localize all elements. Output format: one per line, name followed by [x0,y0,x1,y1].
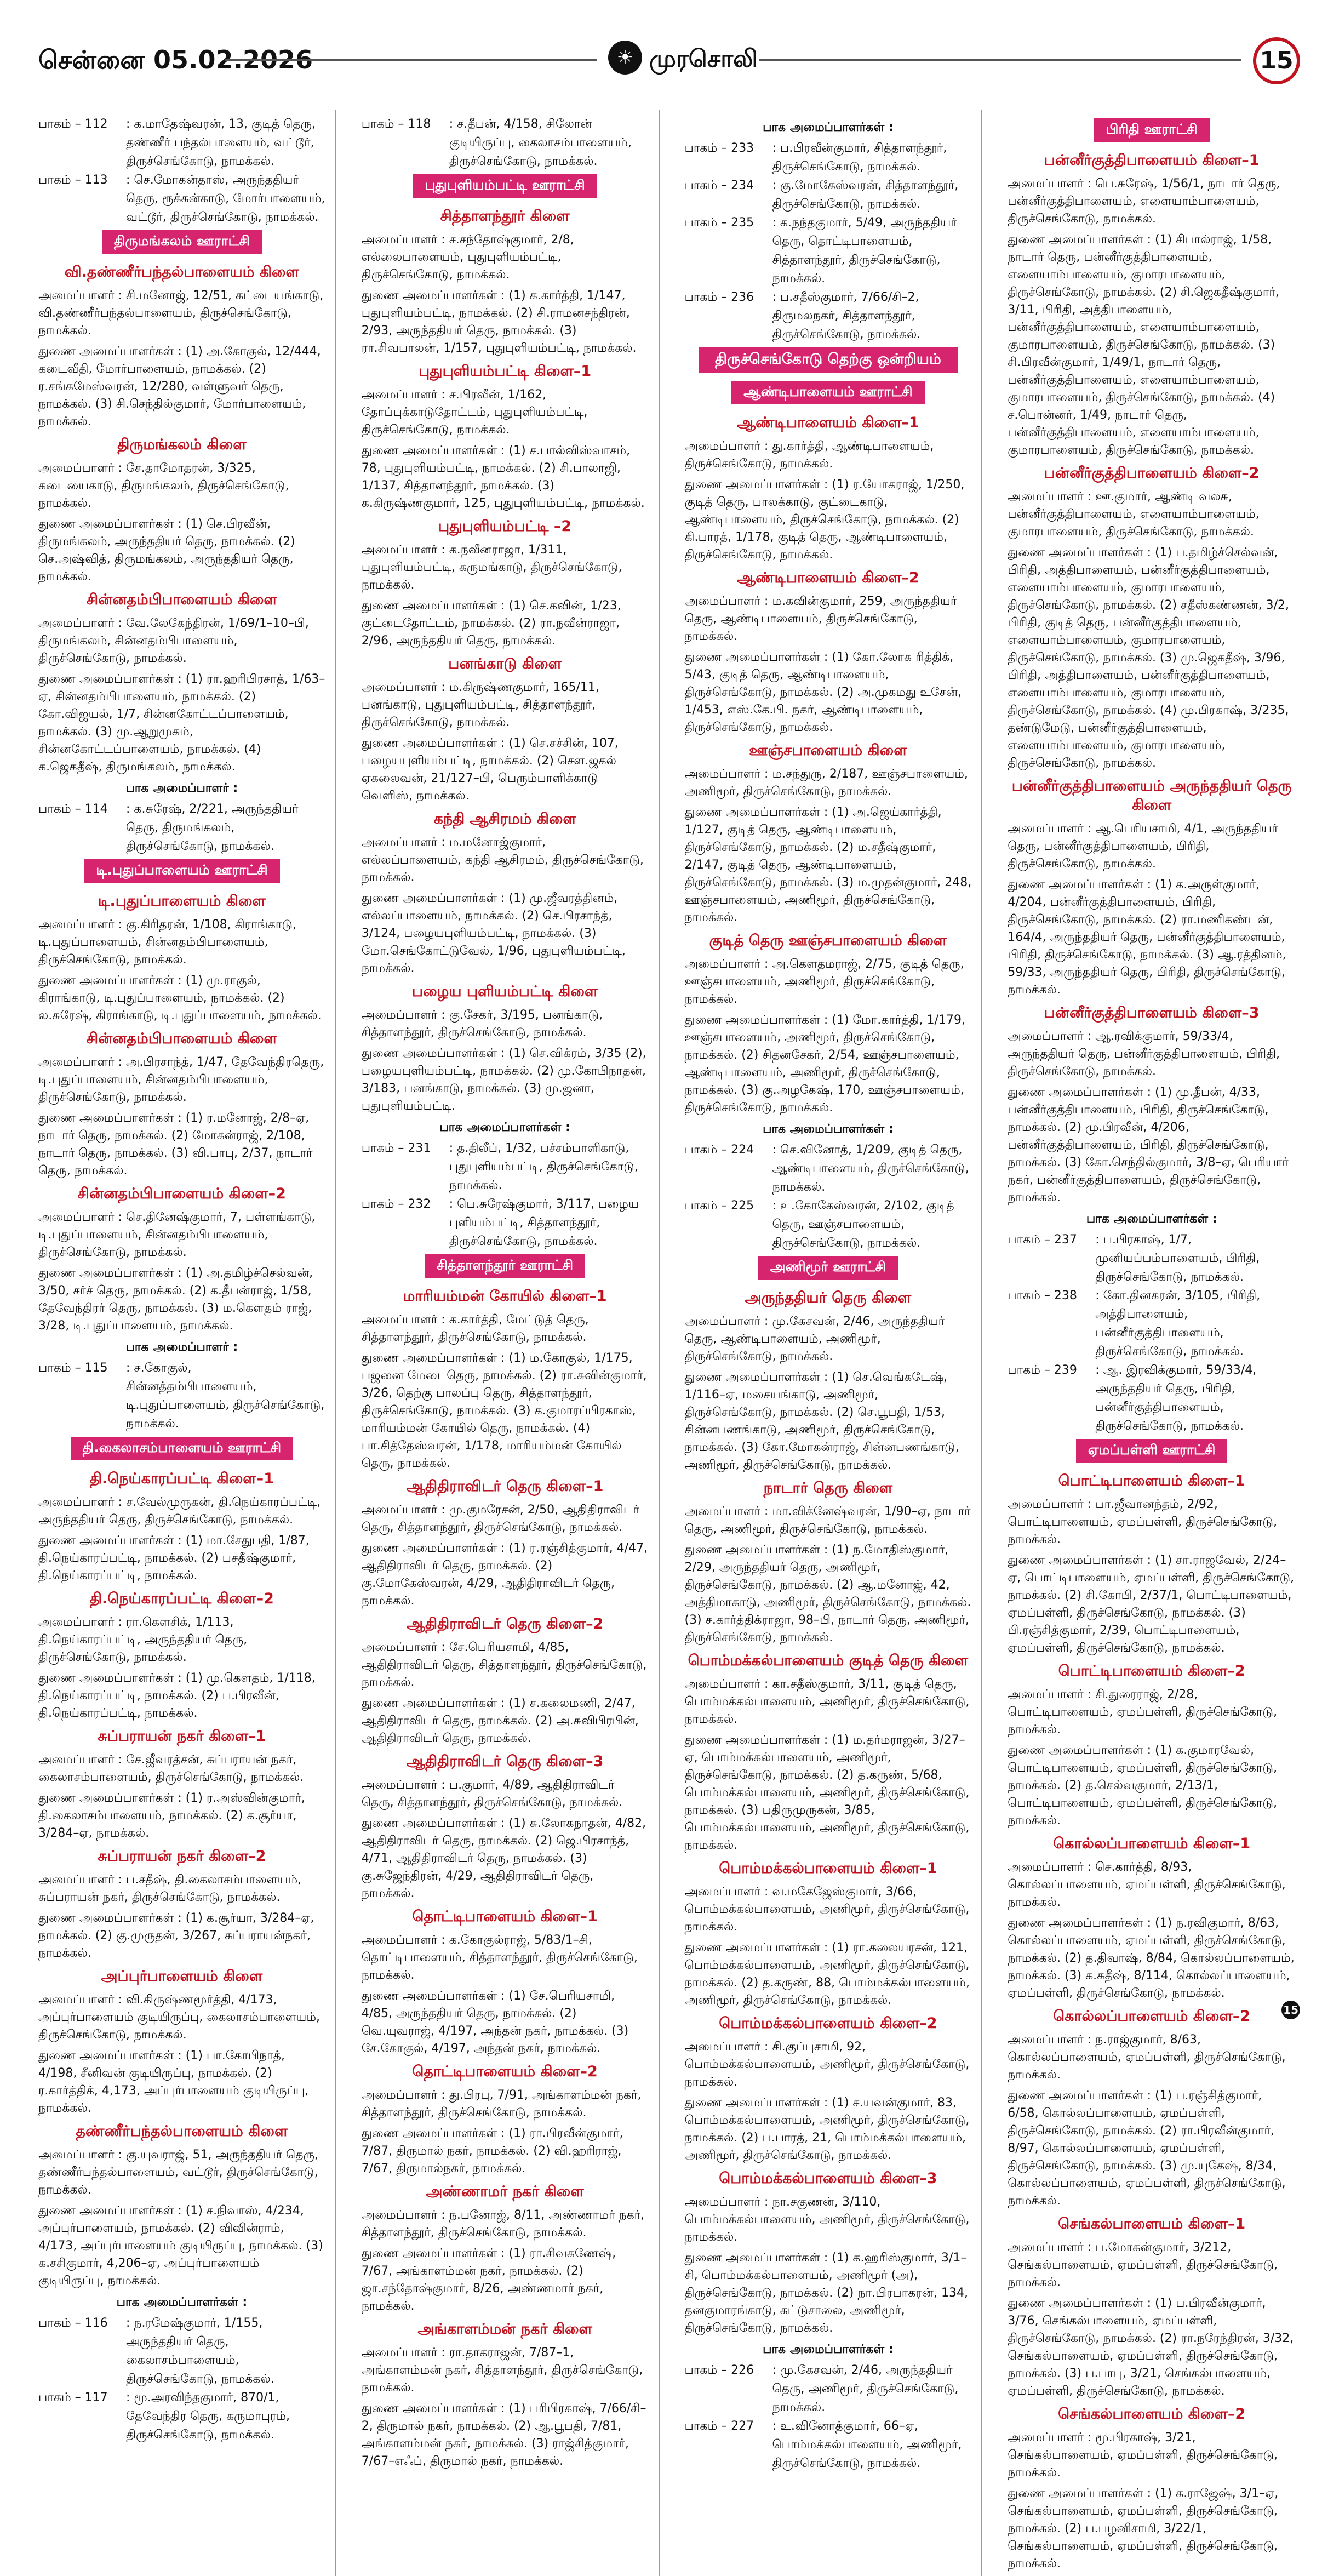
branch-heading: கொல்லப்பாளையம் கிளை–2 [1053,2008,1251,2025]
deputy-organizers: துணை அமைப்பாளர்கள் : (1) பா.கோபிநாத், 4/198, சீனிவன் குடியிருப்பு, நாமக்கல். (2) ர.கார்த்திக், 4,173, அப்புர்பாளையம் குடியிருப்பு, நாமக்கல். [38,2049,309,2115]
branch-heading: திருமங்கலம் கிளை [117,436,247,453]
branch-heading: தண்ணீர்பந்தல்பாளையம் கிளை [76,2123,288,2140]
deputy-organizers: துணை அமைப்பாளர்கள் : (1) ம.கோகுல், 1/175, பஜனை மேடைதெரு, நாமக்கல். (2) ரா.சுவின்குமார், 3/26, தெற்கு பாலப்பு தெரு, சித்தாளந்தூர், திருச்செங்கோடு, நாமக்கல். (3) க.குமாரப்பிரகாஸ், மாரியம்மன் கோயில் தெரு, நாமக்கல். (4) பா.சித்தேஸ்வரன், 1/178, மாரியம்மன் கோயில் தெரு, நாமக்கல். [361,1351,647,1470]
panchayat-band: அணிமூர் ஊராட்சி [758,1256,898,1280]
organizer: அமைப்பாளர் : க.நவீனராஜா, 1/311, புதுபுளியம்பட்டி, கருமங்காடு, திருச்செங்கோடு, நாமக்கல். [361,543,622,592]
masthead [16,33,1306,88]
deputy-organizers: துணை அமைப்பாளர்கள் : (1) அ.தமிழ்ச்செல்வன், 3/50, சர்ச் தெரு, நாமக்கல். (2) க.தீபன்ராஜ், 1/58, தேவேந்திரர் தெரு, நாமக்கல். (3) ம.கௌதம் ராஜ், 3/28, டி.புதுப்பாளையம், நாமக்கல். [38,1266,313,1333]
masthead-rule-left [225,59,597,61]
branch-heading: பன்னீர்குத்திபாளையம் அருந்ததியர் தெரு கிளை [1011,778,1292,814]
organizer: அமைப்பாளர் : சி.துரைராஜ், 2/28, பொட்டிபாளையம், ஏமப்பள்ளி, திருச்செங்கோடு, நாமக்கல். [1008,1688,1278,1737]
deputy-organizers: துணை அமைப்பாளர்கள் : (1) க.குமாரவேல், பொட்டிபாளையம், ஏமப்பள்ளி, திருச்செங்கோடு, நாமக்கல். (2) த.செல்வகுமார், 2/13/1, பொட்டிபாளையம், ஏமப்பள்ளி, திருச்செங்கோடு, நாமக்கல். [1008,1744,1278,1827]
deputy-organizers: துணை அமைப்பாளர்கள் : (1) ரா.சிவகணேஷ், 7/67, அங்காளம்மன் நகர், நாமக்கல். (2) ஜா.சந்தோஷ்குமார், 8/26, அண்ணமார் நகர், நாமக்கல். [361,2247,616,2313]
deputy-organizers: துணை அமைப்பாளர்கள் : (1) செ.கவின், 1/23, குட்டைதோட்டம், நாமக்கல். (2) ரா.நவீன்ராஜா, 2/96, அருந்ததியர் தெரு, நாமக்கல். [361,599,621,648]
branch-heading: பொட்டிபாளையம் கிளை–1 [1058,1472,1245,1489]
branch-heading: ஆண்டிபாளையம் கிளை–2 [737,569,919,586]
organizer: அமைப்பாளர் : பா.ஜீவானந்தம், 2/92, பொட்டிபாளையம், ஏமப்பள்ளி, திருச்செங்கோடு, நாமக்கல். [1008,1498,1278,1546]
bagam-entry: பாகம் – 233 : ப.பிரவீன்குமார், சித்தாளந்தூர், திருச்செங்கோடு, நாமக்கல். [684,141,947,174]
panchayat-band: திருமங்கலம் ஊராட்சி [102,230,262,254]
deputy-organizers: துணை அமைப்பாளர்கள் : (1) ர.அஸ்வின்குமார், தி.கைலாசம்பாளையம், நாமக்கல். (2) க.சூர்யா, 3/284–ஏ, நாமக்கல். [38,1791,305,1840]
organizer: அமைப்பாளர் : ம.கவின்குமார், 259, அருந்ததியர் தெரு, ஆண்டிபாளையம், திருச்செங்கோடு, நாமக்கல். [684,595,957,643]
organizer: அமைப்பாளர் : ஊ.குமார், ஆண்டி வலசு, பன்னீர்குத்திபாளையம், எளையாம்பாளையம், குமாரபாளையம், திருச்செங்கோடு, நாமக்கல். [1008,490,1260,539]
bagam-entry: பாகம் – 237 : ப.பிரகாஷ், 1/7, முனியப்பம்பாளையம், பிரிதி, திருச்செங்கோடு, நாமக்கல். [1008,1233,1260,1284]
branch-heading: மாரியம்மன் கோயில் கிளை–1 [403,1288,607,1305]
bagam-entry: பாகம் – 239 : ஆ. இரவிக்குமார், 59/33/4, அருந்ததியர் தெரு, பிரிதி, பன்னீர்குத்திபாளையம், திருச்செங்கோடு, நாமக்கல். [1008,1363,1257,1433]
organizer: அமைப்பாளர் : சே.தாமோதரன், 3/325, கடையைகாடு, திருமங்கலம், திருச்செங்கோடு, நாமக்கல். [38,461,289,510]
article-columns [16,110,1306,2571]
organizer: அமைப்பாளர் : செ.தினேஷ்குமார், 7, பள்ளங்காடு, டி.புதுப்பாளையம், சின்னதம்பிபாளையம், திருச்செங்கோடு, நாமக்கல். [38,1210,316,1259]
column-4 [986,110,1306,2576]
bagam-entry: பாகம் – 231 : த.திலீப், 1/32, பச்சம்பாளிகாடு, புதுபுளியம்பட்டி, திருச்செங்கோடு, நாமக்கல். [361,1141,638,1192]
section-label: பாக அமைப்பாளர் : [125,781,238,795]
branch-heading: பழைய புளியம்பட்டி கிளை [412,983,598,1000]
branch-heading: பொம்மக்கல்பாளையம் கிளை–1 [719,1860,937,1877]
panchayat-band: புதுபுளியம்பட்டி ஊராட்சி [413,174,597,198]
deputy-organizers: துணை அமைப்பாளர்கள் : (1) ரா.பிரவீன்குமார், 7/87, திருமால் நகர், நாமக்கல். (2) வி.ஹரிராஜ், 7/67, திருமால்நகர், நாமக்கல். [361,2127,623,2175]
organizer: அமைப்பாளர் : வ.மகேஜேஸ்குமார், 3/66, பொம்மக்கல்பாளையம், அணிமூர், திருச்செங்கோடு, நாமக்கல். [684,1885,970,1934]
panchayat-band: பிரிதி ஊராட்சி [1094,118,1210,142]
bagam-entry: பாகம் – 238 : கோ.தினகரன், 3/105, பிரிதி, அத்திபாளையம், பன்னீர்குத்திபாளையம், திருச்செங்கோடு, நாமக்கல். [1008,1289,1261,1358]
organizer: அமைப்பாளர் : ம.சந்துரு, 2/187, ஊஞ்சபாளையம், அணிமூர், திருச்செங்கோடு, நாமக்கல். [684,767,968,798]
branch-heading: பொம்மக்கல்பாளையம் கிளை–2 [719,2015,937,2032]
organizer: அமைப்பாளர் : மு.குமரேசன், 2/50, ஆதிதிராவிடர் தெரு, சித்தாளந்தூர், திருச்செங்கோடு, நாமக்கல். [361,1503,639,1534]
panchayat-band: சித்தாளந்தூர் ஊராட்சி [425,1254,585,1278]
organizer: அமைப்பாளர் : ச.சந்தோஷ்குமார், 2/8, எல்லைபாளையம், புதுபுளியம்பட்டி, திருச்செங்கோடு, நாமக்கல். [361,233,574,282]
page-number-badge: 15 [1253,37,1300,84]
rising-sun-icon: ☀ [608,41,642,75]
section-label: பாக அமைப்பாளர்கள் : [439,1121,570,1134]
branch-heading: அருந்ததியர் தெரு கிளை [745,1289,912,1306]
branch-heading: ஆண்டிபாளையம் கிளை–1 [737,414,919,431]
organizer: அமைப்பாளர் : ரா.தாகராஜன், 7/87–1, அங்காளம்மன் நகர், சித்தாளந்தூர், திருச்செங்கோடு, நாமக்கல். [361,2346,643,2395]
section-label: பாக அமைப்பாளர்கள் : [116,2295,248,2309]
organizer: அமைப்பாளர் : து.கார்த்தி, ஆண்டிபாளையம், திருச்செங்கோடு, நாமக்கல். [684,439,934,471]
panchayat-band: டி.புதுப்பாளையம் ஊராட்சி [84,859,279,883]
deputy-organizers: துணை அமைப்பாளர்கள் : (1) ப.தமிழ்ச்செல்வன், பிரிதி, அத்திபாளையம், பன்னீர்குத்திபாளையம், எளையாம்பாளையம், குமாரபாளையம், திருச்செங்கோடு, நாமக்கல். (2) சதீஸ்கண்ணன், 3/2, பிரிதி, குடித் தெரு, பன்னீர்குத்திபாளையம், எளையாம்பாளையம், குமாரபாளையம், திருச்செங்கோடு, நாமக்கல். (3) மு.ஜெகதீஷ், 3/96, பிரிதி, அத்திபாளையம், பன்னீர்குத்திபாளையம், எளையாம்பாளையம், குமாரபாளையம், திருச்செங்கோடு, நாமக்கல். (4) மு.பிரகாஷ், 3/235, தண்டுமேடு, பன்னீர்குத்திபாளையம், எளையாம்பாளையம், குமாரபாளையம், திருச்செங்கோடு, நாமக்கல். [1008,546,1290,770]
organizer: அமைப்பாளர் : ச.வேல்முருகன், தி.நெய்காரப்பட்டி, அருந்ததியர் தெரு, திருச்செங்கோடு, நாமக்கல். [38,1495,321,1527]
deputy-organizers: துணை அமைப்பாளர்கள் : (1) க.கார்த்தி, 1/147, புதுபுளியம்பட்டி, நாமக்கல். (2) சி.ராமனசந்திரன், 2/93, அருந்ததியர் தெரு, நாமக்கல். (3) ரா.சிவபாலன், 1/157, புதுபுளியம்பட்டி, நாமக்கல். [361,289,637,355]
organizer: அமைப்பாளர் : கு.யுவராஜ், 51, அருந்ததியர் தெரு, தண்ணீர்பந்தல்பாளையம், வட்டூர், திருச்செங்கோடு, நாமக்கல். [38,2148,318,2197]
deputy-organizers: துணை அமைப்பாளர்கள் : (1) ப.ரஞ்சித்குமார், 6/58, கொல்லப்பாளையம், ஏமப்பள்ளி, திருச்செங்கோடு, நாமக்கல். (2) ரா.பிரவீன்குமார், 8/97, கொல்லப்பாளையம், ஏமப்பள்ளி, திருச்செங்கோடு, நாமக்கல். (3) மு.யுகேஷ், 8/34, கொல்லப்பாளையம், ஏமப்பள்ளி, திருச்செங்கோடு, நாமக்கல். [1008,2089,1286,2208]
organizer: அமைப்பாளர் : நா.சகுணன், 3/110, பொம்மக்கல்பாளையம், அணிமூர், திருச்செங்கோடு, நாமக்கல். [684,2195,970,2244]
deputy-organizers: துணை அமைப்பாளர்கள் : (1) க.ஹரிஸ்குமார், 3/1–சி, பொம்மக்கல்பாளையம், அணிமூர் (அ), திருச்செங்கோடு, நாமக்கல். (2) நா.பிரபாகரன், 134, தனகுமாரங்காடு, கட்டுசாலை, அணிமூர், திருச்செங்கோடு, நாமக்கல். [684,2251,968,2335]
deputy-organizers: துணை அமைப்பாளர்கள் : (1) செ.பிரவீன், திருமங்கலம், அருந்ததியர் தெரு, நாமக்கல். (2) செ.அஷ்வித், திருமங்கலம், அருந்ததியர் தெரு, நாமக்கல். [38,517,295,584]
organizer: அமைப்பாளர் : ஆ.பெரியசாமி, 4/1, அருந்ததியர் தெரு, பன்னீர்குத்திபாளையம், பிரிதி, திருச்செங்கோடு, நாமக்கல். [1008,822,1278,871]
bagam-entry: பாகம் – 112 : க.மாதேஷ்வரன், 13, குடித் தெரு, தண்ணீர் பந்தல்பாளையம், வட்டூர், திருச்செங்கோடு, நாமக்கல். [38,117,316,168]
deputy-organizers: துணை அமைப்பாளர்கள் : (1) கோ.லோக ரித்திக், 5/43, குடித் தெரு, ஆண்டிபாளையம், திருச்செங்கோடு, நாமக்கல். (2) அ.முகமது உசேன், 1/453, எஸ்.கே.பி. நகர், ஆண்டிபாளையம், திருச்செங்கோடு, நாமக்கல். [684,650,962,734]
organizer: அமைப்பாளர் : மு.கேசவன், 2/46, அருந்ததியர் தெரு, ஆண்டிபாளையம், அணிமூர், திருச்செங்கோடு, நாமக்கல். [684,1315,945,1363]
deputy-organizers: துணை அமைப்பாளர்கள் : (1) க.ராஜேஷ், 3/1–ஏ, செங்கல்பாளையம், ஏமப்பள்ளி, திருச்செங்கோடு, நாமக்கல். (2) ப.பழனிசாமி, 3/22/1, செங்கல்பாளையம், ஏமப்பள்ளி, திருச்செங்கோடு, நாமக்கல். [1008,2487,1279,2571]
organizer: அமைப்பாளர் : ந.ராஜ்குமார், 8/63, கொல்லப்பாளையம், ஏமப்பள்ளி, திருச்செங்கோடு, நாமக்கல். [1008,2033,1286,2082]
organizer: அமைப்பாளர் : வி.கிருஷ்ணமூர்த்தி, 4/173, அப்புர்பாளையம் குடியிருப்பு, கைலாசம்பாளையம், திருச்செங்கோடு, நாமக்கல். [38,1993,321,2042]
bagam-entry: பாகம் – 113 : செ.மோகன்தாஸ், அருந்ததியர் தெரு, ரூக்கன்காடு, மோர்பாளையம், வட்டூர், திருச்செங்கோடு, நாமக்கல். [38,173,325,224]
bagam-entry: பாகம் – 234 : கு.மோகேஸ்வரன், சித்தாளந்தூர், திருச்செங்கோடு, நாமக்கல். [684,179,959,211]
branch-heading: சுப்பராயன் நகர் கிளை–2 [98,1848,266,1865]
section-label: பாக அமைப்பாளர்கள் : [763,2343,894,2356]
branch-heading: அங்காளம்மன் நகர் கிளை [417,2321,592,2338]
branch-heading: கந்தி ஆசிரமம் கிளை [433,810,576,827]
deputy-organizers: துணை அமைப்பாளர்கள் : (1) மு.கௌதம், 1/118, தி.நெய்காரப்பட்டி, நாமக்கல். (2) ப.பிரவீன், தி.நெய்காரப்பட்டி, நாமக்கல். [38,1671,316,1720]
organizer: அமைப்பாளர் : கு.சேகர், 3/195, பனங்காடு, சித்தாளந்தூர், திருச்செங்கோடு, நாமக்கல். [361,1008,603,1039]
section-label: பாக அமைப்பாளர்கள் : [763,121,894,134]
deputy-organizers: துணை அமைப்பாளர்கள் : (1) ச.யவன்குமார், 83, பொம்மக்கல்பாளையம், அணிமூர், திருச்செங்கோடு, நாமக்கல். (2) ப.பாரத், 21, பொம்மக்கல்பாளையம், அணிமூர், திருச்செங்கோடு, நாமக்கல். [684,2096,970,2162]
organizer: அமைப்பாளர் : க.கோகுல்ராஜ், 5/83/1–சி, தொட்டிபாளையம், சித்தாளந்தூர், திருச்செங்கோடு, நாமக்கல். [361,1933,638,1982]
deputy-organizers: துணை அமைப்பாளர்கள் : (1) ர.மனோஜ், 2/8–ஏ, நாடார் தெரு, நாமக்கல். (2) மோகன்ராஜ், 2/108, நாடார் தெரு, நாமக்கல். (3) வி.பாபு, 2/37, நாடார் தெரு, நாமக்கல். [38,1111,313,1178]
branch-heading: பொட்டிபாளையம் கிளை–2 [1058,1663,1245,1680]
organizer: அமைப்பாளர் : சே.ஜீவரத்சன், சுப்பராயன் நகர், கைலாசம்பாளையம், திருச்செங்கோடு, நாமக்கல். [38,1753,304,1784]
panchayat-band: ஆண்டிபாளையம் ஊராட்சி [731,381,924,404]
organizer: அமைப்பாளர் : ஆ.ரவிக்குமார், 59/33/4, அருந்ததியர் தெரு, பன்னீர்குத்திபாளையம், பிரிதி, திருச்செங்கோடு, நாமக்கல். [1008,1030,1280,1078]
column-1 [16,110,336,2576]
branch-heading: ஊஞ்சபாளையம் கிளை [749,742,907,759]
branch-heading: தி.நெய்காரப்பட்டி கிளை–1 [89,1470,274,1487]
branch-heading: பொம்மக்கல்பாளையம் கிளை–3 [719,2170,937,2187]
organizer: அமைப்பாளர் : ப.மோகன்குமார், 3/212, செங்கல்பாளையம், ஏமப்பள்ளி, திருச்செங்கோடு, நாமக்கல். [1008,2241,1278,2289]
deputy-organizers: துணை அமைப்பாளர்கள் : (1) ம.தர்மராஜன், 3/27–ஏ, பொம்மக்கல்பாளையம், அணிமூர், திருச்செங்கோடு, நாமக்கல். (2) த.கருண், 5/68, பொம்மக்கல்பாளையம், அணிமூர், திருச்செங்கோடு, நாமக்கல். (3) பதிருமுருகன், 3/85, பொம்மக்கல்பாளையம், அணிமூர், திருச்செங்கோடு, நாமக்கல். [684,1733,970,1852]
branch-heading: சின்னதம்பிபாளையம் கிளை–2 [77,1185,286,1202]
branch-heading: தொட்டிபாளையம் கிளை–1 [412,1908,598,1925]
bagam-entry: பாகம் – 232 : பெ.சுரேஷ்குமார், 3/117, பழைய புளியம்பட்டி, சித்தாளந்தூர், திருச்செங்கோடு, நாமக்கல். [361,1197,639,1248]
deputy-organizers: துணை அமைப்பாளர்கள் : (1) செ.சச்சின், 107, பழையபுளியம்பட்டி, நாமக்கல். (2) சௌ.ஜகல் ஏகலைவன், 21/127–பி, பெரும்பாளிக்காடு வெளிஸ், நாமக்கல். [361,736,619,803]
branch-heading: சின்னதம்பிபாளையம் கிளை [86,1030,277,1047]
branch-heading: செங்கல்பாளையம் கிளை–1 [1058,2215,1246,2232]
organizer: அமைப்பாளர் : செ.கார்த்தி, 8/93, கொல்லப்பாளையம், ஏமப்பள்ளி, திருச்செங்கோடு, நாமக்கல். [1008,1860,1286,1909]
branch-heading: பன்னீர்குத்திபாளையம் கிளை–2 [1044,465,1260,482]
branch-heading: பன்னீர்குத்திபாளையம் கிளை–1 [1044,152,1260,169]
organizer: அமைப்பாளர் : ம.மனோஜ்குமார், எல்லப்பாளையம், கந்தி ஆசிரமம், திருச்செங்கோடு, நாமக்கல். [361,836,644,884]
branch-heading: தொட்டிபாளையம் கிளை–2 [412,2063,598,2080]
branch-heading: சுப்பராயன் நகர் கிளை–1 [98,1728,266,1745]
bagam-entry: பாகம் – 227 : உ.வினோத்குமார், 66–ஏ, பொம்மக்கல்பாளையம், அணிமூர், திருச்செங்கோடு, நாமக்கல். [684,2419,962,2470]
deputy-organizers: துணை அமைப்பாளர்கள் : (1) மு.ஜீவரத்தினம், எல்லப்பாளையம், நாமக்கல். (2) செ.பிரசாந்த், 3/124, பழையபுளியம்பட்டி, நாமக்கல். (3) மோ.செங்கோட்டுவேல், 1/96, புதுபுளியம்பட்டி, நாமக்கல். [361,892,626,975]
branch-heading: வி.தண்ணீர்பந்தல்பாளையம் கிளை [64,264,299,281]
deputy-organizers: துணை அமைப்பாளர்கள் : (1) பரிபிரகாஷ், 7/66/சி–2, திருமால் நகர், நாமக்கல். (2) ஆ.பூபதி, 7/81, அங்காளம்மன் நகர், நாமக்கல். (3) ராஜ்சித்குமார், 7/67–எஃப், திருமால் நகர், நாமக்கல். [361,2402,646,2468]
deputy-organizers: துணை அமைப்பாளர்கள் : (1) மா.சேதுபதி, 1/87, தி.நெய்காரப்பட்டி, நாமக்கல். (2) பசதீஷ்குமார், தி.நெய்காரப்பட்டி, நாமக்கல். [38,1534,310,1583]
bagam-entry: பாகம் – 114 : க.சுரேஷ், 2/221, அருந்ததியர் தெரு, திருமங்கலம், திருச்செங்கோடு, நாமக்கல். [38,802,299,853]
section-label: பாக அமைப்பாளர்கள் : [1086,1212,1217,1226]
section-label: பாக அமைப்பாளர்கள் : [763,1122,894,1136]
deputy-organizers: துணை அமைப்பாளர்கள் : (1) சே.பெரியசாமி, 4/85, அருந்ததியர் தெரு, நாமக்கல். (2) வெ.யுவராஜ், 4/197, அந்தன் நகர், நாமக்கல். (3) சே.கோகுல், 4/197, அந்தன் நகர், நாமக்கல். [361,1989,629,2055]
branch-heading: சின்னதம்பிபாளையம் கிளை [86,591,277,608]
deputy-organizers: துணை அமைப்பாளர்கள் : (1) ச.நிவாஸ், 4/234, அப்புர்பாளையம், நாமக்கல். (2) விவின்ராம், 4/173, அப்புர்பாளையம் குடியிருப்பு, நாமக்கல். (3) க.சசிகுமார், 4,206–ஏ, அப்புர்பாளையம் குடியிருப்பு, நாமக்கல். [38,2204,323,2288]
branch-heading: சித்தாளந்தூர் கிளை [440,208,570,225]
bagam-entry: பாகம் – 224 : செ.வினோத், 1/209, குடித் தெரு, ஆண்டிபாளையம், திருச்செங்கோடு, நாமக்கல். [684,1143,969,1194]
bagam-entry: பாகம் – 115 : ச.கோகுல், சின்னத்தம்பிபாளையம், டி.புதுப்பாளையம், திருச்செங்கோடு, நாமக்கல். [38,1361,325,1431]
deputy-organizers: துணை அமைப்பாளர்கள் : (1) க.சூர்யா, 3/284–ஏ, நாமக்கல். (2) கு.முருதன், 3/267, சுப்பராயன்நகர், நாமக்கல். [38,1911,314,1960]
organizer: அமைப்பாளர் : அ.கௌதமராஜ், 2/75, குடித் தெரு, ஊஞ்சபாளையம், அணிமூர், திருச்செங்கோடு, நாமக்கல். [684,957,964,1006]
panchayat-band: ஏமப்பள்ளி ஊராட்சி [1076,1439,1228,1463]
deputy-organizers: துணை அமைப்பாளர்கள் : (1) ரா.ஹரிபிரசாத், 1/63–ஏ, சின்னதம்பிபாளையம், நாமக்கல். (2) கோ.விஜயல், 1/7, சின்னகோட்டப்பாளையம், நாமக்கல். (3) மு.ஆறுமுகம், சின்னகோட்டப்பாளையம், நாமக்கல். (4) க.ஜெகதீஷ், திருமங்கலம், நாமக்கல். [38,672,325,774]
deputy-organizers: துணை அமைப்பாளர்கள் : (1) சா.ராஜவேல், 2/24–ஏ, பொட்டிபாளையம், ஏமப்பள்ளி, திருச்செங்கோடு, நாமக்கல். (2) சி.கோபி, 2/37/1, பொட்டிபாளையம், ஏமப்பள்ளி, திருச்செங்கோடு, நாமக்கல். (3) பி.ரஞ்சித்குமார், 2/39, பொட்டிபாளையம், ஏமப்பள்ளி, திருச்செங்கோடு, நாமக்கல். [1008,1553,1295,1655]
deputy-organizers: துணை அமைப்பாளர்கள் : (1) ர.யோகராஜ், 1/250, குடித் தெரு, பாலக்காடு, குட்டைகாடு, ஆண்டிபாளையம், திருச்செங்கோடு, நாமக்கல். (2) கி.பாரத், 1/178, குடித் தெரு, ஆண்டிபாளையம், திருச்செங்கோடு, நாமக்கல். [684,478,965,562]
panchayat-band: தி.கைலாசம்பாளையம் ஊராட்சி [71,1437,293,1460]
bagam-entry: பாகம் – 226 : மு.கேசவன், 2/46, அருந்ததியர் தெரு, அணிமூர், திருச்செங்கோடு, நாமக்கல். [684,2363,959,2414]
deputy-organizers: துணை அமைப்பாளர்கள் : (1) ர.ரஞ்சித்குமார், 4/47, ஆதிதிராவிடர் தெரு, நாமக்கல். (2) கு.மோகேஸ்வரன், 4/29, ஆதிதிராவிடர் தெரு, நாமக்கல். [361,1541,648,1608]
deputy-organizers: துணை அமைப்பாளர்கள் : (1) மு.ராகுல், கிராங்காடு, டி.புதுப்பாளையம், நாமக்கல். (2) ல.சுரேஷ், கிராங்காடு, டி.புதுப்பாளையம், நாமக்கல். [38,974,322,1023]
bagam-entry: பாகம் – 225 : உ.கோகேஸ்வரன், 2/102, குடித் தெரு, ஊஞ்சபாளையம், திருச்செங்கோடு, நாமக்கல். [684,1199,954,1250]
branch-heading: நாடார் தெரு கிளை [763,1480,893,1497]
deputy-organizers: துணை அமைப்பாளர்கள் : (1) ரா.கலையரசன், 121, பொம்மக்கல்பாளையம், அணிமூர், திருச்செங்கோடு, நாமக்கல். (2) த.கருண், 88, பொம்மக்கல்பாளையம், அணிமூர், திருச்செங்கோடு, நாமக்கல். [684,1941,970,2007]
deputy-organizers: துணை அமைப்பாளர்கள் : (1) மு.தீபன், 4/33, பன்னீர்குத்திபாளையம், பிரிதி, திருச்செங்கோடு, நாமக்கல். (2) மு.பிரவீன், 4/206, பன்னீர்குத்திபாளையம், பிரிதி, திருச்செங்கோடு, நாமக்கல். (3) கோ.செந்தில்குமார், 3/8–ஏ, பெரியார் நகர், பன்னீர்குத்திபாளையம், திருச்செங்கோடு, நாமக்கல். [1008,1086,1289,1204]
union-band: திருச்செங்கோடு தெற்கு ஒன்றியம் [699,347,958,373]
branch-heading: செங்கல்பாளையம் கிளை–2 [1058,2406,1246,2423]
branch-heading: குடித் தெரு ஊஞ்சபாளையம் கிளை [709,932,947,949]
organizer: அமைப்பாளர் : கா.சதீஸ்குமார், 3/11, குடித் தெரு, பொம்மக்கல்பாளையம், அணிமூர், திருச்செங்கோடு, நாமக்கல். [684,1677,970,1726]
organizer: அமைப்பாளர் : ரா.கௌசிக், 1/113, தி.நெய்காரப்பட்டி, அருந்ததியர் தெரு, திருச்செங்கோடு, நாமக்கல். [38,1615,248,1664]
branch-heading: அப்புர்பாளையம் கிளை [101,1968,263,1985]
organizer: அமைப்பாளர் : ச.பிரவீன், 1/162, தோப்புக்காடுதோட்டம், புதுபுளியம்பட்டி, திருச்செங்கோடு, நாமக்கல். [361,388,588,437]
branch-heading: ஆதிதிராவிடர் தெரு கிளை–3 [406,1753,604,1770]
deputy-organizers: துணை அமைப்பாளர்கள் : (1) ச.கலைமணி, 2/47, ஆதிதிராவிடர் தெரு, நாமக்கல். (2) அ.சுவிபிரபின், ஆதிதிராவிடர் தெரு, நாமக்கல். [361,1697,639,1745]
organizer: அமைப்பாளர் : பெ.சுரேஷ், 1/56/1, நாடார் தெரு, பன்னீர்குத்திபாளையம், எளையாம்பாளையம், திருச்செங்கோடு, நாமக்கல். [1008,177,1280,226]
organizer: அமைப்பாளர் : மூ.பிரகாஷ், 3/21, செங்கல்பாளையம், ஏமப்பள்ளி, திருச்செங்கோடு, நாமக்கல். [1008,2431,1278,2480]
newspaper-name: முரசொலி [649,45,758,73]
organizer: அமைப்பாளர் : து.பிரபு, 7/91, அங்காளம்மன் நகர், சித்தாளந்தூர், திருச்செங்கோடு, நாமக்கல். [361,2088,642,2120]
branch-heading: ஆதிதிராவிடர் தெரு கிளை–2 [406,1615,604,1632]
organizer: அமைப்பாளர் : அ.பிரசாந்த், 1/47, தேவேந்திரதெரு, டி.புதுப்பாளையம், சின்னதம்பிபாளையம், திருச்செங்கோடு, நாமக்கல். [38,1055,324,1104]
organizer: அமைப்பாளர் : ப.சதீஷ், தி.கைலாசம்பாளையம், சுப்பராயன் நகர், திருச்செங்கோடு, நாமக்கல். [38,1873,302,1904]
branch-heading: டி.புதுப்பாளையம் கிளை [98,893,266,910]
column-2 [340,110,660,2576]
deputy-organizers: துணை அமைப்பாளர்கள் : (1) சிபால்ராஜ், 1/58, நாடார் தெரு, பன்னீர்குத்திபாளையம், எளையாம்பாளையம், குமாரபாளையம், திருச்செங்கோடு, நாமக்கல். (2) சி.ஜெகதீஷ்குமார், 3/11, பிரிதி, அத்திபாளையம், பன்னீர்குத்திபாளையம், எளையாம்பாளையம், குமாரபாளையம், திருச்செங்கோடு, நாமக்கல். (3) சி.பிரவீன்குமார், 1/49/1, நாடார் தெரு, பன்னீர்குத்திபாளையம், எளையாம்பாளையம், குமாரபாளையம், திருச்செங்கோடு, நாமக்கல். (4) ச.பொன்னர், 1/49, நாடார் தெரு, பன்னீர்குத்திபாளையம், எளையாம்பாளையம், குமாரபாளையம், திருச்செங்கோடு, நாமக்கல். [1008,233,1279,457]
organizer: அமைப்பாளர் : ம.கிருஷ்ணகுமார், 165/11, பனங்காடு, புதுபுளியம்பட்டி, சித்தாளந்தூர், திருச்செங்கோடு, நாமக்கல். [361,681,599,729]
branch-heading: தி.நெய்காரப்பட்டி கிளை–2 [89,1590,274,1607]
branch-heading: பன்னீர்குத்திபாளையம் கிளை–3 [1044,1004,1260,1021]
organizer: அமைப்பாளர் : க.கார்த்தி, மேட்டுத் தெரு, சித்தாளந்தூர், திருச்செங்கோடு, நாமக்கல். [361,1313,589,1344]
bagam-entry: பாகம் – 117 : மூ.அரவிந்தகுமார், 870/1, தேவேந்திர தெரு, கருமாபுரம், திருச்செங்கோடு, நாமக்கல். [38,2391,290,2442]
deputy-organizers: துணை அமைப்பாளர்கள் : (1) ந.ரவிகுமார், 8/63, கொல்லப்பாளையம், ஏமப்பள்ளி, திருச்செங்கோடு, நாமக்கல். (2) த.திவாஷ், 8/84, கொல்லப்பாளையம், நாமக்கல். (3) க.சுதீஷ், 8/114, கொல்லப்பாளையம், ஏமப்பள்ளி, திருச்செங்கோடு, நாமக்கல். [1008,1916,1295,2000]
organizer: அமைப்பாளர் : சே.பெரியசாமி, 4/85, ஆதிதிராவிடர் தெரு, சித்தாளந்தூர், திருச்செங்கோடு, நாமக்கல். [361,1641,647,1689]
masthead-rule-right [759,59,1241,61]
deputy-organizers: துணை அமைப்பாளர்கள் : (1) சு.லோகநாதன், 4/82, ஆதிதிராவிடர் தெரு, நாமக்கல். (2) ஜெ.பிரசாந்த், 4/71, ஆதிதிராவிடர் தெரு, நாமக்கல். (3) கு.சுஜேந்திரன், 4/29, ஆதிதிராவிடர் தெரு, நாமக்கல். [361,1817,646,1900]
deputy-organizers: துணை அமைப்பாளர்கள் : (1) ப.பிரவீன்குமார், 3/76, செங்கல்பாளையம், ஏமப்பள்ளி, திருச்செங்கோடு, நாமக்கல். (2) ரா.நரேந்திரன், 3/32, செங்கல்பாளையம், ஏமப்பள்ளி, திருச்செங்கோடு, நாமக்கல். (3) ப.பாபு, 3/21, செங்கல்பாளையம், ஏமப்பள்ளி, திருச்செங்கோடு, நாமக்கல். [1008,2297,1294,2398]
branch-heading: பனங்காடு கிளை [448,655,562,672]
deputy-organizers: துணை அமைப்பாளர்கள் : (1) செ.வெங்கடேஷ், 1/116–ஏ, மசையங்காடு, அணிமூர், திருச்செங்கோடு, நாமக்கல். (2) செ.பூபதி, 1/53, சின்னபணங்காடு, அணிமூர், திருச்செங்கோடு, நாமக்கல். (3) கோ.மோகன்ராஜ், சின்னபணங்காடு, அணிமூர், திருச்செங்கோடு, நாமக்கல். [684,1370,959,1472]
deputy-organizers: துணை அமைப்பாளர்கள் : (1) க.அருள்குமார், 4/204, பன்னீர்குத்திபாளையம், பிரிதி, திருச்செங்கோடு, நாமக்கல். (2) ரா.மணிகண்டன், 164/4, அருந்ததியர் தெரு, பன்னீர்குத்திபாளையம், பிரிதி, திருச்செங்கோடு, நாமக்கல். (3) ஆ.ரத்தினம், 59/33, அருந்ததியர் தெரு, பிரிதி, திருச்செங்கோடு, நாமக்கல். [1008,878,1286,997]
branch-heading: புதுபுளியம்பட்டி கிளை–1 [419,363,592,380]
branch-heading: கொல்லப்பாளையம் கிளை–1 [1053,1835,1251,1852]
section-label: பாக அமைப்பாளர் : [125,1340,238,1354]
column-3 [663,110,983,2576]
branch-heading: அண்ணாமர் நகர் கிளை [426,2183,584,2200]
organizer: அமைப்பாளர் : சி.மனோஜ், 12/51, கட்டையங்காடு, வி.தண்ணீர்பந்தல்பாளையம், திருச்செங்கோடு, நாமக்கல். [38,289,324,338]
deputy-organizers: துணை அமைப்பாளர்கள் : (1) ந.மோதிஸ்குமார், 2/29, அருந்ததியர் தெரு, அணிமூர், திருச்செங்கோடு, நாமக்கல். (2) ஆ.மனோஜ், 42, அத்திமாகாடு, அணிமூர், திருச்செங்கோடு, நாமக்கல். (3) ச.கார்த்திக்ராஜா, 98–பி, நாடார் தெரு, அணிமூர், திருச்செங்கோடு, நாமக்கல். [684,1543,971,1644]
bagam-entry: பாகம் – 236 : ப.சதீஸ்குமார், 7/66/சி–2, திருமலநகர், சித்தாளந்தூர், திருச்செங்கோடு, நாமக்கல். [684,290,921,341]
bagam-entry: பாகம் – 235 : க.நந்தகுமார், 5/49, அருந்ததியர் தெரு, தொட்டிபாளையம், சித்தாளந்தூர், திருச்செங்கோடு, நாமக்கல். [684,216,957,285]
deputy-organizers: துணை அமைப்பாளர்கள் : (1) மோ.கார்த்தி, 1/179, ஊஞ்சபாளையம், அணிமூர், திருச்செங்கோடு, நாமக்கல். (2) சிதனசேகர், 2/54, ஊஞ்சபாளையம், ஆண்டிபாளையம், அணிமூர், திருச்செங்கோடு, நாமக்கல். (3) கு.அழகேஷ், 170, ஊஞ்சபாளையம், திருச்செங்கோடு, நாமக்கல். [684,1013,966,1115]
organizer: அமைப்பாளர் : கு.கிரிதரன், 1/108, கிராங்காடு, டி.புதுப்பாளையம், சின்னதம்பிபாளையம், திருச்செங்கோடு, நாமக்கல். [38,918,296,967]
deputy-organizers: துணை அமைப்பாளர்கள் : (1) அ.கோகுல், 12/444, கடைவீதி, மோர்பாளையம், நாமக்கல். (2) ர.சங்கமேஸ்வரன், 12/280, வள்ளுவர் தெரு, நாமக்கல். (3) சி.செந்தில்குமார், மோர்பாளையம், நாமக்கல். [38,345,321,429]
branch-heading: ஆதிதிராவிடர் தெரு கிளை–1 [406,1478,604,1495]
organizer: அமைப்பாளர் : ப.குமார், 4/89, ஆதிதிராவிடர் தெரு, சித்தாளந்தூர், திருச்செங்கோடு, நாமக்கல். [361,1778,623,1809]
bagam-entry: பாகம் – 116 : ந.ரமேஷ்குமார், 1/155, அருந்ததியர் தெரு, கைலாசம்பாளையம், திருச்செங்கோடு, நாமக்கல். [38,2316,274,2386]
footer-page-number: 15 [1281,2001,1300,2019]
deputy-organizers: துணை அமைப்பாளர்கள் : (1) அ.ஜெய்கார்த்தி, 1/127, குடித் தெரு, ஆண்டிபாளையம், திருச்செங்கோடு, நாமக்கல். (2) ம.சதீஷ்குமார், 2/147, குடித் தெரு, ஆண்டிபாளையம், திருச்செங்கோடு, நாமக்கல். (3) ம.முதன்குமார், 248, ஊஞ்சபாளையம், அணிமூர், திருச்செங்கோடு, நாமக்கல். [684,806,972,924]
organizer: அமைப்பாளர் : சி.குப்புசாமி, 92, பொம்மக்கல்பாளையம், அணிமூர், திருச்செங்கோடு, நாமக்கல். [684,2040,970,2089]
organizer: அமைப்பாளர் : ந.பனோஜ், 8/11, அண்ணாமர் நகர், சித்தாளந்தூர், திருச்செங்கோடு, நாமக்கல். [361,2208,645,2240]
organizer: அமைப்பாளர் : வே.லேகேந்திரன், 1/69/1–10–பி, திருமங்கலம், சின்னதம்பிபாளையம், திருச்செங்கோடு, நாமக்கல். [38,616,309,665]
organizer: அமைப்பாளர் : மா.விக்னேஷ்வரன், 1/90–ஏ, நாடார் தெரு, அணிமூர், திருச்செங்கோடு, நாமக்கல். [684,1505,971,1536]
deputy-organizers: துணை அமைப்பாளர்கள் : (1) ச.பால்விஸ்வாசம், 78, புதுபுளியம்பட்டி, நாமக்கல். (2) சி.பாலாஜி, 1/137, சித்தாளந்தூர், நாமக்கல். (3) க.கிருஷ்ணகுமார், 125, புதுபுளியம்பட்டி, நாமக்கல். [361,444,645,510]
edition-date: சென்னை 05.02.2026 [38,45,313,75]
deputy-organizers: துணை அமைப்பாளர்கள் : (1) செ.விக்ரம், 3/35 (2), பழையபுளியம்பட்டி, நாமக்கல். (2) மு.கோபிநாதன், 3/183, பனங்காடு, நாமக்கல். (3) மு.ஜனா, புதுபுளியம்பட்டி. [361,1047,646,1113]
branch-heading: பொம்மக்கல்பாளையம் குடித் தெரு கிளை [688,1652,969,1669]
bagam-entry: பாகம் – 118 : ச.தீபன், 4/158, சிலோன் குடியிருப்பு, கைலாசம்பாளையம், திருச்செங்கோடு, நாமக்கல். [361,117,632,168]
branch-heading: புதுபுளியம்பட்டி –2 [438,518,572,535]
